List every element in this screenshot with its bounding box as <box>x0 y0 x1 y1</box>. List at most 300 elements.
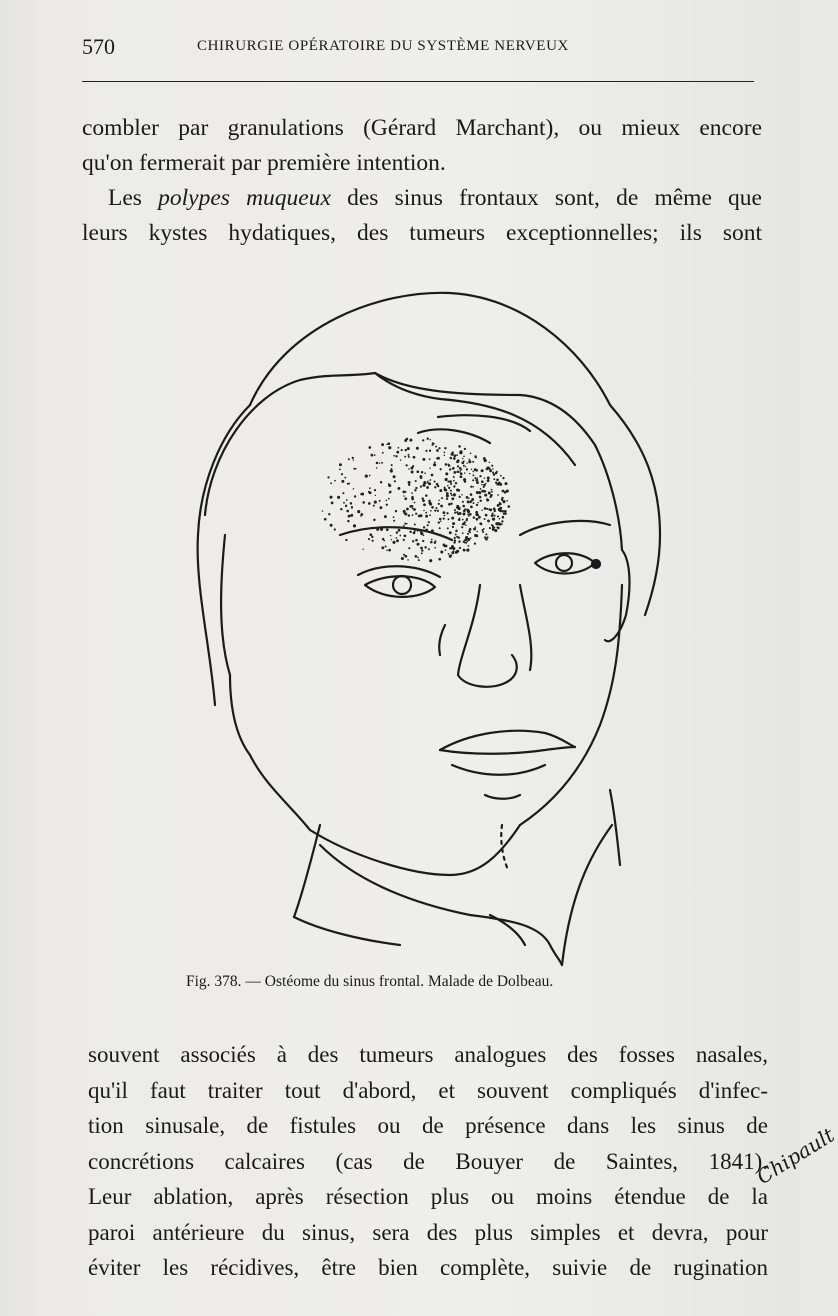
stipple-dot <box>484 518 486 520</box>
stipple-dot <box>394 480 396 482</box>
stipple-dot <box>419 514 422 517</box>
stipple-dot <box>476 481 479 484</box>
stipple-dot <box>354 495 356 497</box>
stipple-dot <box>348 458 350 460</box>
stipple-dot <box>426 437 428 439</box>
stipple-dot <box>501 520 503 522</box>
stipple-dot <box>470 500 473 503</box>
stipple-dot <box>357 510 360 513</box>
stipple-dot <box>501 523 502 524</box>
stipple-dot <box>492 525 494 527</box>
stipple-dot <box>343 502 345 504</box>
stipple-dot <box>465 466 466 467</box>
stipple-dot <box>468 515 470 517</box>
stipple-dot <box>467 500 470 503</box>
stipple-dot <box>450 493 452 495</box>
stipple-dot <box>502 516 505 519</box>
stipple-dot <box>472 471 474 473</box>
stipple-dot <box>472 461 474 463</box>
stipple-dot <box>360 493 362 495</box>
stipple-dot <box>485 483 486 484</box>
stipple-dot <box>448 464 451 467</box>
stipple-dot <box>477 502 479 504</box>
stipple-dot <box>429 514 431 516</box>
stipple-dot <box>447 527 449 529</box>
stipple-dot <box>412 540 414 542</box>
stipple-dot <box>334 480 336 482</box>
stipple-dot <box>415 513 417 515</box>
stipple-dot <box>458 540 460 542</box>
stipple-dot <box>350 514 353 517</box>
stipple-dot <box>415 480 417 482</box>
stipple-dot <box>474 455 476 457</box>
stipple-dot <box>440 520 441 521</box>
stipple-dot <box>470 486 472 488</box>
stipple-dot <box>346 510 349 513</box>
stipple-dot <box>412 514 414 516</box>
stipple-dot <box>439 527 441 529</box>
stipple-dot <box>403 554 405 556</box>
stipple-dot <box>443 511 446 514</box>
stipple-dot <box>486 508 488 510</box>
stipple-dot <box>479 475 481 477</box>
stipple-dot <box>425 494 428 497</box>
stipple-dot <box>411 471 414 474</box>
stipple-dot <box>396 451 399 454</box>
stipple-dot <box>490 494 493 497</box>
stipple-dot <box>487 477 490 480</box>
stipple-dot <box>433 463 436 466</box>
stipple-dot <box>406 508 409 511</box>
stipple-dot <box>467 545 469 547</box>
stipple-dot <box>446 472 448 474</box>
stipple-dot <box>406 523 408 525</box>
stipple-dot <box>485 533 487 535</box>
stipple-dot <box>463 455 465 457</box>
stipple-dot <box>416 447 419 450</box>
stipple-dot <box>388 446 391 449</box>
stipple-dot <box>322 510 324 512</box>
stipple-dot <box>407 447 410 450</box>
stipple-dot <box>424 472 426 474</box>
stipple-dot <box>391 539 392 540</box>
stipple-dot <box>450 554 452 556</box>
stipple-dot <box>330 482 332 484</box>
stipple-dot <box>504 510 507 513</box>
stipple-dot <box>451 517 454 520</box>
stipple-dot <box>470 506 473 509</box>
stipple-dot <box>408 514 410 516</box>
header-rule <box>82 81 754 82</box>
stipple-dot <box>449 547 451 549</box>
stipple-dot <box>456 536 458 538</box>
stipple-dot <box>453 471 456 474</box>
stipple-dot <box>481 509 483 511</box>
stipple-dot <box>478 516 481 519</box>
stipple-dot <box>448 503 451 506</box>
stipple-dot <box>406 438 409 441</box>
stipple-dot <box>445 549 447 551</box>
stipple-dot <box>492 471 494 473</box>
stipple-dot <box>469 473 471 475</box>
stipple-dot <box>506 489 509 492</box>
stipple-dot <box>417 557 419 559</box>
stipple-dot <box>420 486 422 488</box>
text-line: concrétions calcaires (cas de Bouyer de Saintes, 1841). <box>88 1148 768 1174</box>
stipple-dot <box>497 515 499 517</box>
stipple-dot <box>419 475 422 478</box>
stipple-dot <box>388 549 391 552</box>
stipple-dot <box>466 496 469 499</box>
stipple-dot <box>441 497 443 499</box>
stipple-dot <box>476 477 477 478</box>
stipple-dot <box>385 546 387 548</box>
stipple-dot <box>499 502 501 504</box>
stipple-dot <box>411 497 414 500</box>
stipple-dot <box>422 499 425 502</box>
stipple-dot <box>443 544 446 547</box>
stipple-dot <box>454 511 456 513</box>
stipple-dot <box>355 468 357 470</box>
stipple-dot <box>438 447 440 449</box>
stipple-dot <box>396 537 398 539</box>
stipple-dot <box>427 524 429 526</box>
stipple-dot <box>506 500 508 502</box>
stipple-dot <box>393 520 395 522</box>
stipple-dot <box>429 482 431 484</box>
stipple-dot <box>393 475 396 478</box>
stipple-dot <box>476 518 479 521</box>
running-head <box>82 34 762 64</box>
stipple-dot <box>393 516 395 518</box>
stipple-dot <box>468 458 470 460</box>
stipple-dot <box>455 534 457 536</box>
stipple-dot <box>414 555 417 558</box>
text-line: éviter les récidives, être bien complète, suivie de rugination <box>88 1255 768 1280</box>
stipple-dot <box>424 546 426 548</box>
stipple-dot <box>499 518 501 520</box>
stipple-dot <box>455 482 457 484</box>
stipple-dot <box>421 549 423 551</box>
stipple-dot <box>459 467 462 470</box>
stipple-dot <box>468 460 471 463</box>
stipple-dot <box>388 484 391 487</box>
stipple-dot <box>397 487 400 490</box>
stipple-dot <box>453 485 455 487</box>
stipple-dot <box>464 480 466 482</box>
stipple-dot <box>382 452 384 454</box>
stipple-dot <box>474 477 476 479</box>
stipple-dot <box>394 542 396 544</box>
stipple-dot <box>376 467 378 469</box>
stipple-dot <box>501 499 503 501</box>
stipple-dot <box>459 496 461 498</box>
stipple-dot <box>383 540 385 542</box>
stipple-dot <box>462 519 464 521</box>
stipple-dot <box>401 557 404 560</box>
stipple-dot <box>430 439 431 440</box>
stipple-dot <box>453 480 455 482</box>
stipple-dot <box>480 488 482 490</box>
stipple-dot <box>484 494 487 497</box>
stipple-dot <box>425 515 428 518</box>
stipple-dot <box>479 496 482 499</box>
stipple-dot <box>472 479 474 481</box>
stipple-dot <box>450 483 452 485</box>
text-line: souvent associés à des tumeurs analogues des fosses nasales, <box>88 1042 768 1067</box>
stipple-dot <box>408 484 410 486</box>
stipple-dot <box>449 480 452 483</box>
stipple-dot <box>379 500 381 502</box>
stipple-dot <box>491 489 493 491</box>
stipple-dot <box>386 528 389 531</box>
stipple-dot <box>469 513 472 516</box>
stipple-dot <box>465 536 468 539</box>
stipple-dot <box>408 454 410 456</box>
stipple-dot <box>396 531 398 533</box>
stipple-dot <box>444 489 447 492</box>
stipple-dot <box>444 515 446 517</box>
stipple-dot <box>362 548 363 549</box>
stipple-dot <box>507 505 510 508</box>
stipple-dot <box>374 501 377 504</box>
stipple-dot <box>351 506 353 508</box>
stipple-dot <box>438 521 440 523</box>
stipple-dot <box>451 497 454 500</box>
stipple-dot <box>464 472 466 474</box>
stipple-dot <box>429 458 431 460</box>
stipple-dot <box>465 542 467 544</box>
stipple-dot <box>447 481 449 483</box>
stipple-dot <box>416 470 419 473</box>
stipple-dot <box>386 500 388 502</box>
stipple-dot <box>368 538 370 540</box>
stipple-dot <box>451 453 454 456</box>
stipple-dot <box>399 535 401 537</box>
stipple-dot <box>396 539 399 542</box>
stipple-dot <box>380 528 383 531</box>
stipple-dot <box>414 502 416 504</box>
stipple-dot <box>475 513 478 516</box>
stipple-dot <box>411 505 414 508</box>
stipple-dot <box>431 506 434 509</box>
text-line: paroi antérieure du sinus, sera des plus simples et devra, pour <box>88 1219 768 1245</box>
stipple-dot <box>434 462 436 464</box>
stipple-dot <box>403 510 406 513</box>
stipple-dot <box>391 468 393 470</box>
stipple-dot <box>439 489 442 492</box>
stipple-dot <box>455 530 458 533</box>
stipple-dot <box>368 502 371 505</box>
stipple-dot <box>414 524 416 526</box>
stipple-dot <box>470 452 472 454</box>
stipple-dot <box>403 539 405 541</box>
stipple-dot <box>469 528 472 531</box>
stipple-dot <box>369 491 372 494</box>
stipple-dot <box>444 447 446 449</box>
stipple-dot <box>445 463 448 466</box>
stipple-dot <box>448 518 450 520</box>
stipple-dot <box>431 474 434 477</box>
stipple-dot <box>423 503 426 506</box>
stipple-dot <box>365 475 368 478</box>
stipple-dot <box>440 468 442 470</box>
stipple-dot <box>369 533 372 536</box>
stipple-dot <box>339 469 341 471</box>
stipple-dot <box>435 446 437 448</box>
stipple-dot <box>409 531 411 533</box>
stipple-dot <box>403 495 405 497</box>
stipple-dot <box>425 512 427 514</box>
stipple-dot <box>483 486 485 488</box>
stipple-dot <box>447 485 449 487</box>
running-title: CHIRURGIE OPÉRATOIRE DU SYSTÈME NERVEUX <box>197 38 569 54</box>
stipple-dot <box>504 482 507 485</box>
stipple-dot <box>440 550 443 553</box>
stipple-dot <box>483 484 484 485</box>
stipple-dot <box>448 487 450 489</box>
stipple-dot <box>466 549 469 552</box>
stipple-dot <box>460 470 462 472</box>
stipple-dot <box>350 502 353 505</box>
stipple-dot <box>484 507 487 510</box>
stipple-dot <box>376 527 378 529</box>
stipple-dot <box>342 492 344 494</box>
stipple-dot <box>463 509 466 512</box>
stipple-dot <box>497 494 499 496</box>
stipple-dot <box>434 547 436 549</box>
stipple-dot <box>440 505 443 508</box>
stipple-dot <box>430 510 432 512</box>
stipple-dot <box>438 503 440 505</box>
stipple-dot <box>495 482 497 484</box>
stipple-dot <box>453 457 456 460</box>
stipple-dot <box>353 488 354 489</box>
stipple-dot <box>495 522 498 525</box>
stipple-dot <box>337 496 340 499</box>
stipple-dot <box>473 502 475 504</box>
stipple-dot <box>492 518 495 521</box>
stipple-dot <box>459 547 461 549</box>
stipple-dot <box>400 459 401 460</box>
stipple-dot <box>348 515 351 518</box>
stipple-dot <box>476 504 478 506</box>
stipple-dot <box>339 463 342 466</box>
stipple-dot <box>453 477 455 479</box>
stipple-dot <box>464 448 466 450</box>
stipple-dot <box>496 526 498 528</box>
stipple-dot <box>413 508 416 511</box>
stipple-dot <box>398 447 400 449</box>
stipple-dot <box>457 513 460 516</box>
stipple-dot <box>398 529 401 532</box>
stipple-dot <box>454 509 456 511</box>
stipple-dot <box>346 499 348 501</box>
stipple-dot <box>456 488 459 491</box>
stipple-dot <box>404 513 407 516</box>
stipple-dot <box>451 551 454 554</box>
stipple-dot <box>434 486 436 488</box>
stipple-dot <box>431 539 433 541</box>
stipple-dot <box>386 550 388 552</box>
stipple-dot <box>449 531 452 534</box>
portrait-drawing <box>190 285 670 975</box>
stipple-dot <box>462 532 464 534</box>
stipple-dot <box>470 537 472 539</box>
stipple-dot <box>484 477 485 478</box>
stipple-dot <box>456 470 459 473</box>
stipple-dot <box>500 475 502 477</box>
stipple-dot <box>498 508 501 511</box>
stipple-dot <box>327 476 329 478</box>
stipple-dot <box>502 500 505 503</box>
stipple-dot <box>373 519 375 521</box>
stipple-dot <box>374 489 376 491</box>
stipple-dot <box>493 473 496 476</box>
stipple-dot <box>368 446 371 449</box>
stipple-dot <box>446 492 449 495</box>
stipple-dot <box>445 478 448 481</box>
text-line: combler par granulations (Gérard Marchant), ou mieux encore <box>82 115 762 141</box>
stipple-dot <box>474 468 477 471</box>
stipple-dot <box>329 496 332 499</box>
stipple-dot <box>491 491 493 493</box>
stipple-dot <box>437 457 440 460</box>
stipple-dot <box>421 471 423 473</box>
stipple-dot <box>353 459 354 460</box>
stipple-dot <box>388 498 390 500</box>
stipple-dot <box>438 500 440 502</box>
stipple-dot <box>483 457 486 460</box>
stipple-dot <box>494 527 496 529</box>
stipple-dot <box>410 467 413 470</box>
stipple-dot <box>455 551 458 554</box>
stipple-dot <box>369 487 371 489</box>
stipple-dot <box>427 480 429 482</box>
stipple-dot <box>498 481 501 484</box>
text-line <box>82 181 762 216</box>
stipple-dot <box>462 458 463 459</box>
stipple-dot <box>487 519 490 522</box>
stipple-dot <box>453 493 456 496</box>
stipple-dot <box>446 512 448 514</box>
stipple-dot <box>485 538 488 541</box>
stipple-dot <box>494 515 495 516</box>
stipple-dot <box>418 559 420 561</box>
stipple-dot <box>408 456 410 458</box>
stipple-dot <box>434 480 436 482</box>
stipple-dot <box>391 464 393 466</box>
stipple-dot <box>381 443 384 446</box>
stipple-dot <box>438 558 441 561</box>
stipple-dot <box>477 531 479 533</box>
stipple-dot <box>431 444 433 446</box>
stipple-dot <box>499 503 501 505</box>
stipple-dot <box>456 505 459 508</box>
stipple-dot <box>470 493 473 496</box>
stipple-dot <box>472 486 474 488</box>
stipple-dot <box>461 461 464 464</box>
stipple-dot <box>436 507 438 509</box>
stipple-dot <box>451 494 453 496</box>
stipple-dot <box>344 477 346 479</box>
stipple-dot <box>353 524 356 527</box>
artist-signature: Chipault <box>752 1122 838 1189</box>
stipple-dot <box>481 529 483 531</box>
stipple-dot <box>427 482 429 484</box>
stipple-dot <box>466 462 467 463</box>
stipple-dot <box>384 515 387 518</box>
